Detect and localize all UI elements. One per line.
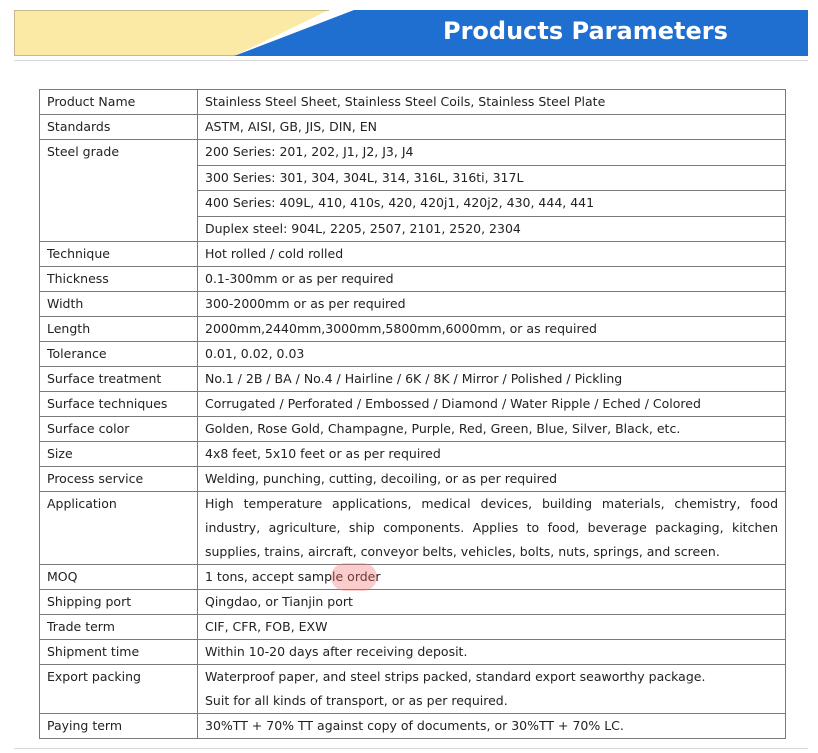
table-row (40, 367, 786, 392)
value-line: No.1 / 2B / BA / No.4 / Hairline / 6K / 8K / Mirror / Polished / Pickling (205, 371, 623, 386)
row-label: Technique (40, 242, 198, 267)
row-label: Trade term (40, 615, 198, 640)
table-row (40, 640, 786, 665)
row-value (198, 367, 786, 392)
row-value (198, 640, 786, 665)
table-row (40, 442, 786, 467)
value-line: High temperature applications, medical devices, building materials, chemistry, food (205, 496, 778, 511)
row-label: Thickness (40, 267, 198, 292)
row-label: Shipping port (40, 590, 198, 615)
row-label: Surface treatment (40, 367, 198, 392)
value-line: Suit for all kinds of transport, or as per required. (205, 693, 508, 708)
value-line: CIF, CFR, FOB, EXW (205, 619, 328, 634)
row-label: Application (40, 492, 198, 565)
row-value (198, 317, 786, 342)
table-row (40, 267, 786, 292)
value-line: Corrugated / Perforated / Embossed / Diamond / Water Ripple / Eched / Colored (205, 396, 701, 411)
row-label: Width (40, 292, 198, 317)
table-row (40, 467, 786, 492)
table-row (40, 590, 786, 615)
watermark-logo (331, 563, 377, 591)
row-label: Paying term (40, 714, 198, 739)
value-line: supplies, trains, aircraft, conveyor belts, vehicles, bolts, nuts, springs, and screen. (205, 544, 720, 559)
row-value (198, 342, 786, 367)
value-line: 0.1-300mm or as per required (205, 271, 394, 286)
row-label: Standards (40, 115, 198, 140)
table-row (40, 115, 786, 140)
table-row (40, 615, 786, 640)
row-value (198, 140, 786, 242)
value-line: industry, agriculture, ship components. Applies to food, beverage packaging, kitchen (205, 520, 778, 535)
row-label: Export packing (40, 665, 198, 714)
table-row (40, 714, 786, 739)
table-row (40, 342, 786, 367)
row-value (198, 267, 786, 292)
row-value (198, 115, 786, 140)
divider-top (14, 60, 808, 61)
value-line: Duplex steel: 904L, 2205, 2507, 2101, 2520, 2304 (205, 220, 521, 236)
value-line: 1 tons, accept sample order (205, 569, 381, 584)
row-label: Length (40, 317, 198, 342)
row-label: Process service (40, 467, 198, 492)
value-line: Golden, Rose Gold, Champagne, Purple, Red, Green, Blue, Silver, Black, etc. (205, 421, 681, 436)
row-value (198, 665, 786, 714)
value-line: Within 10-20 days after receiving deposit. (205, 644, 468, 659)
value-line: 0.01, 0.02, 0.03 (205, 346, 305, 361)
value-line: Welding, punching, cutting, decoiling, or as per required (205, 471, 558, 486)
divider-bottom (14, 748, 808, 749)
row-value (198, 590, 786, 615)
table-row (40, 665, 786, 714)
parameters-table (39, 89, 786, 739)
table-row (40, 317, 786, 342)
value-line: ASTM, AISI, GB, JIS, DIN, EN (205, 119, 377, 134)
row-value (198, 417, 786, 442)
value-line: 300 Series: 301, 304, 304L, 314, 316L, 316ti, 317L (198, 166, 785, 192)
row-value (198, 90, 786, 115)
row-label: Surface techniques (40, 392, 198, 417)
table-row (40, 90, 786, 115)
row-label: Tolerance (40, 342, 198, 367)
value-line: Stainless Steel Sheet, Stainless Steel Coils, Stainless Steel Plate (205, 94, 606, 109)
value-line: 400 Series: 409L, 410, 410s, 420, 420j1, 420j2, 430, 444, 441 (198, 191, 785, 217)
value-line: Qingdao, or Tianjin port (205, 594, 353, 609)
table-row (40, 392, 786, 417)
row-value (198, 615, 786, 640)
row-label: Surface color (40, 417, 198, 442)
table-row (40, 292, 786, 317)
page-title: Products Parameters (443, 17, 728, 45)
value-line: Waterproof paper, and steel strips packed, standard export seaworthy package. (205, 669, 706, 684)
value-line: 300-2000mm or as per required (205, 296, 406, 311)
table-row (40, 242, 786, 267)
row-value (198, 442, 786, 467)
table-row (40, 140, 786, 242)
value-line: 4x8 feet, 5x10 feet or as per required (205, 446, 441, 461)
row-value (198, 565, 786, 590)
row-label: Product Name (40, 90, 198, 115)
row-label: Size (40, 442, 198, 467)
table-row (40, 492, 786, 565)
row-value (198, 392, 786, 417)
row-value (198, 492, 786, 565)
value-line: Hot rolled / cold rolled (205, 246, 344, 261)
table-row (40, 565, 786, 590)
row-label: Steel grade (40, 140, 198, 242)
table-row (40, 417, 786, 442)
row-value (198, 714, 786, 739)
row-value (198, 467, 786, 492)
row-label: Shipment time (40, 640, 198, 665)
value-line: 2000mm,2440mm,3000mm,5800mm,6000mm, or as required (205, 321, 597, 336)
row-value (198, 242, 786, 267)
value-line: 200 Series: 201, 202, J1, J2, J3, J4 (198, 140, 785, 166)
row-label: MOQ (40, 565, 198, 590)
row-value (198, 292, 786, 317)
value-line: 30%TT + 70% TT against copy of documents, or 30%TT + 70% LC. (205, 718, 624, 733)
